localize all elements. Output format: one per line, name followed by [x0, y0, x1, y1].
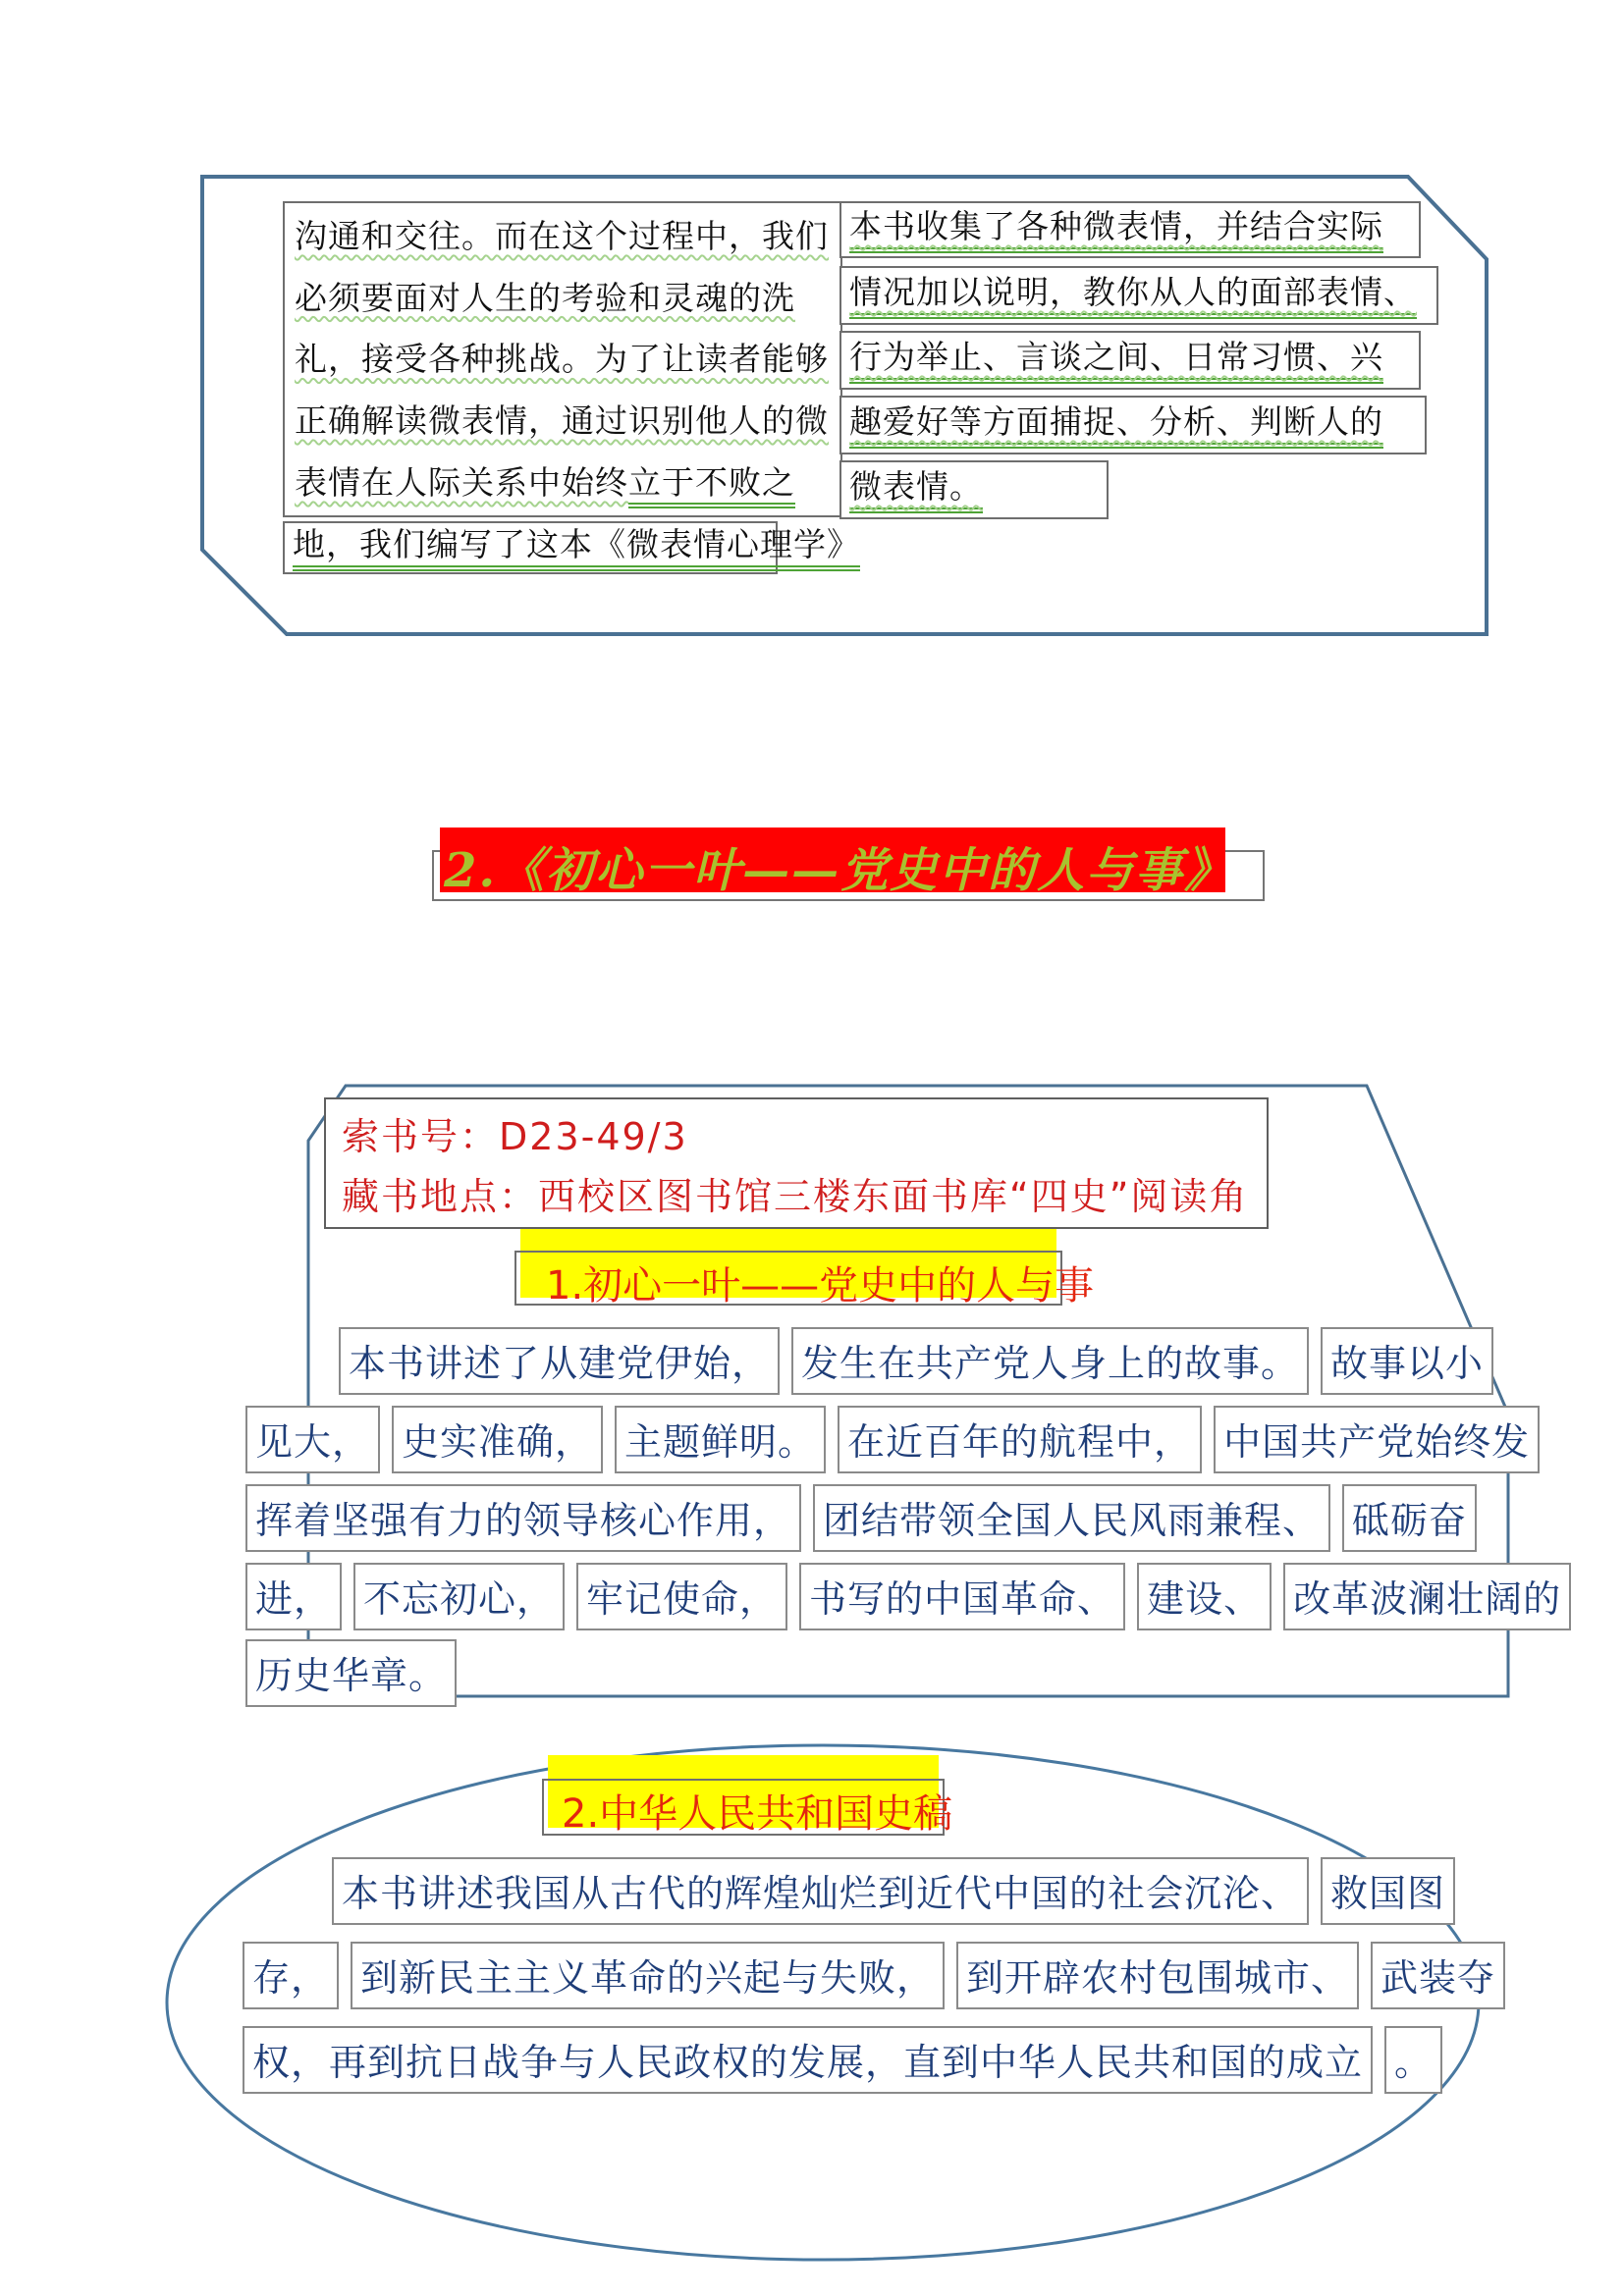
- text-segment: 见大，: [245, 1406, 380, 1473]
- intro-left-line-4: 正确解读微表情，通过识别他人的微: [295, 401, 829, 441]
- text-segment: 权，再到抗日战争与人民政权的发展，直到中华人民共和国的成立: [243, 2026, 1373, 2094]
- intro-right-line-3: 行为举止、言谈之间、日常习惯、兴: [849, 337, 1383, 384]
- intro-right-line-5: 微表情。: [849, 466, 983, 513]
- intro-right-textbox-3: [839, 331, 1421, 390]
- text-segment: 主题鲜明。: [615, 1406, 826, 1473]
- intro-right-textbox-5: [839, 460, 1109, 519]
- intro-left-textbox: [283, 201, 842, 517]
- book1-line-2: [245, 1406, 1551, 1473]
- intro-right-textbox-1: [839, 201, 1421, 258]
- text-segment: 牢记使命，: [576, 1563, 787, 1630]
- book1-info-box: [324, 1097, 1269, 1229]
- text-segment: 建设、: [1137, 1563, 1272, 1630]
- text-segment: 中国共产党始终发: [1214, 1406, 1540, 1473]
- intro-left-line-3: 礼，接受各种挑战。为了让读者能够: [295, 340, 829, 379]
- text-segment: 砥砺奋: [1342, 1484, 1477, 1552]
- text-segment: 书写的中国革命、: [799, 1563, 1125, 1630]
- text-segment: 进，: [245, 1563, 342, 1630]
- intro-left-line-2: 必须要面对人生的考验和灵魂的洗: [295, 278, 795, 317]
- intro-left-line-5b: 立于不败之: [628, 463, 795, 508]
- intro-right-textbox-4: [839, 396, 1427, 454]
- book1-location: 藏书地点：西校区图书馆三楼东面书库“四史”阅读角: [342, 1175, 1249, 1218]
- text-segment: 到新民主主义革命的兴起与失败，: [351, 1942, 945, 2009]
- book1-line-1: [339, 1327, 1505, 1395]
- text-segment: 武装夺: [1371, 1942, 1505, 2009]
- intro-right-line-4: 趣爱好等方面捕捉、分析、判断人的: [849, 401, 1383, 449]
- intro-right-textbox-2: [839, 266, 1438, 325]
- intro-left-line: [295, 339, 831, 379]
- text-segment: 故事以小: [1321, 1327, 1493, 1395]
- text-segment: 救国图: [1321, 1857, 1455, 1925]
- book2-line-1: [332, 1857, 1467, 1925]
- intro-left-line: [295, 278, 831, 318]
- text-segment: 不忘初心，: [353, 1563, 565, 1630]
- intro-left-line-1: 沟通和交往。而在这个过程中，我们: [295, 216, 829, 255]
- book1-title: 1.初心一叶——党史中的人与事: [546, 1263, 1095, 1308]
- book1-call-number: 索书号：D23-49/3: [342, 1115, 688, 1158]
- intro-left-line: [295, 216, 831, 256]
- text-segment: 本书讲述我国从古代的辉煌灿烂到近代中国的社会沉沦、: [332, 1857, 1309, 1925]
- book1-line-5: [245, 1639, 468, 1707]
- book2-line-3: [243, 2026, 1454, 2094]
- intro-left-line-5a: 表情在人际关系中始终: [295, 462, 628, 502]
- intro-left-line: [295, 462, 831, 503]
- text-segment: 本书讲述了从建党伊始，: [339, 1327, 780, 1395]
- intro-left-tail-textbox: [283, 521, 860, 574]
- book2-line-2: [243, 1942, 1517, 2009]
- book1-line-3: [245, 1484, 1489, 1552]
- text-segment: 在近百年的航程中，: [838, 1406, 1202, 1473]
- text-segment: 历史华章。: [245, 1639, 457, 1707]
- text-segment: 。: [1384, 2026, 1442, 2094]
- text-segment: 史实准确，: [392, 1406, 603, 1473]
- book2-title: 2.中华人民共和国史稿: [562, 1791, 953, 1837]
- intro-left-line: [295, 400, 831, 441]
- intro-right-line-1: 本书收集了各种微表情，并结合实际: [849, 206, 1383, 253]
- text-segment: 发生在共产党人身上的故事。: [791, 1327, 1309, 1395]
- text-segment: 改革波澜壮阔的: [1283, 1563, 1571, 1630]
- book1-line-4: [245, 1563, 1583, 1630]
- intro-left-tail: 地，我们编写了这本《微表情心理学》: [293, 524, 860, 571]
- banner-title: 2.《初心一叶——党史中的人与事》: [444, 843, 1234, 898]
- text-segment: 挥着坚强有力的领导核心作用，: [245, 1484, 801, 1552]
- text-segment: 存，: [243, 1942, 339, 2009]
- text-segment: 到开辟农村包围城市、: [956, 1942, 1359, 2009]
- text-segment: 团结带领全国人民风雨兼程、: [813, 1484, 1330, 1552]
- intro-right-line-2: 情况加以说明，教你从人的面部表情、: [849, 272, 1417, 319]
